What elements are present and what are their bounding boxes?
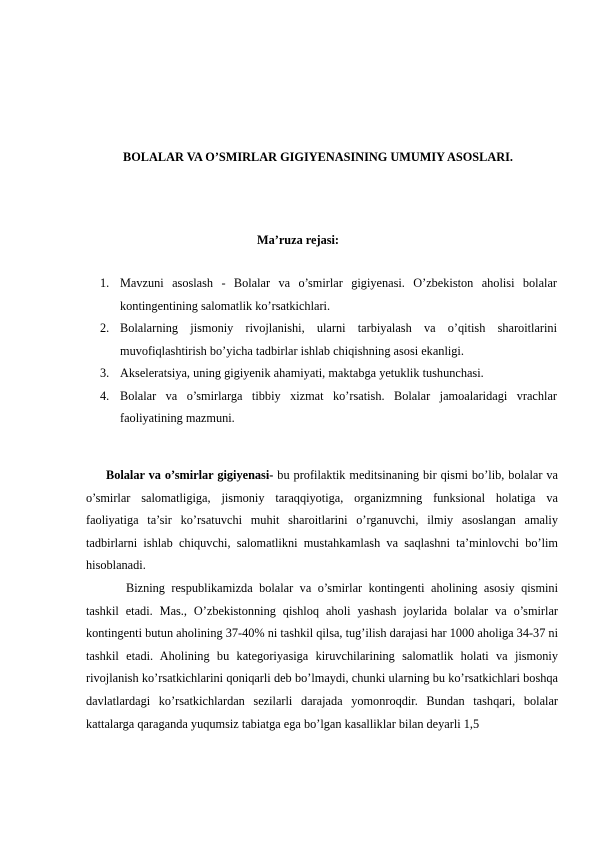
paragraph-definition-text: bu profilaktik meditsinaning bir qismi bo’lib, bolalar va o’smirlar salomatligiga, jismoniy taraqqiyotiga, organizmning funksional holatiga va faoliyatiga ta’sir ko’rsatuvchi muhit sharoitlarini o’rganuvchi, ilmiy asoslangan amaliy tadbirlarni ishlab chiquvchi, salomatlikni mustahkamlash va saqlashni ta’minlovchi bo’lim hisoblanadi. (86, 468, 558, 573)
plan-item (100, 385, 557, 430)
document-title: BOLALAR VA O’SMIRLAR GIGIYENASINING UMUMIY ASOSLARI. (123, 150, 513, 164)
plan-list (100, 272, 557, 430)
plan-item-number: 2. (100, 321, 110, 335)
plan-item-text: Mavzuni asoslash - Bolalar va o’smirlar gigiyenasi. O’zbekiston aholisi bolalar kontingentining salomatlik ko’rsatkichlari. (120, 276, 557, 313)
body-text (86, 464, 558, 735)
paragraph-statistics: Bizning respublikamizda bolalar va o’smirlar kontingenti aholining asosiy qismini tashkil etadi. Mas., O’zbekistonning qishloq aholi yashash joylarida bolalar va o’smirlar kontingenti butun aholining 37-40% ni tashkil qilsa, tug’ilish darajasi har 1000 aholiga 34-37 ni tashkil etadi. Aholining bu kategoriyasiga kiruvchilarining salomatlik holati va jismoniy rivojlanish ko’rsatkichlarini qoniqarli deb bo’lmaydi, chunki ularning bu ko’rsatkichlari boshqa davlatlardagi ko’rsatkichlardan sezilarli darajada yomonroqdir. Bundan tashqari, bolalar kattalarga qaraganda yuqumsiz tabiatga ega bo’lgan kasalliklar bilan deyarli 1,5 (86, 580, 558, 731)
plan-item-number: 1. (100, 276, 110, 290)
paragraph-definition (86, 464, 558, 577)
plan-item-text: Bolalar va o’smirlarga tibbiy xizmat ko’rsatish. Bolalar jamoalaridagi vrachlar faoliyatining mazmuni. (120, 388, 557, 425)
plan-item-text: Akseleratsiya, uning gigiyenik ahamiyati, maktabga yetuklik tushunchasi. (120, 366, 484, 380)
plan-item (100, 362, 557, 385)
plan-item (100, 272, 557, 317)
plan-item-text: Bolalarning jismoniy rivojlanishi, ularni tarbiyalash va o’qitish sharoitlarini muvofiqlashtirish bo’yicha tadbirlar ishlab chiqishning asosi ekanligi. (120, 321, 557, 358)
paragraph-lead-term: Bolalar va o’smirlar gigiyenasi- (106, 468, 274, 482)
plan-item-number: 4. (100, 388, 110, 403)
plan-item-number: 3. (100, 366, 110, 380)
plan-heading: Ma’ruza rejasi: (256, 233, 340, 247)
plan-item (100, 317, 557, 362)
